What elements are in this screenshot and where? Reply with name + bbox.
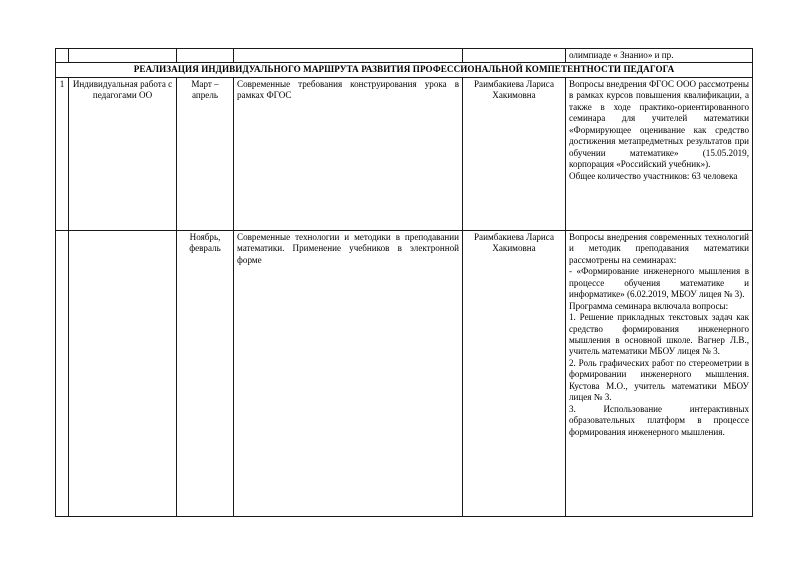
cell-result-continuation: олимпиаде « Знанио» и пр.: [566, 49, 753, 63]
cell-content: Современные технологии и методики в преподавании математики. Применение учебников в электронной форме: [234, 230, 463, 516]
professional-competence-table: [55, 48, 753, 517]
section-banner-title: РЕАЛИЗАЦИЯ ИНДИВИДУАЛЬНОГО МАРШРУТА РАЗВИТИЯ ПРОФЕССИОНАЛЬНОЙ КОМПЕТЕНТНОСТИ ПЕДАГОГА: [56, 63, 753, 77]
result-paragraph: 3. Использование интерактивных образовательных платформ в процессе формирования инженерного мышления.: [569, 403, 749, 437]
cell-date: Март – апрель: [177, 77, 234, 230]
cell-date-continuation: [177, 49, 234, 63]
cell-person: Раимбакиева Лариса Хакимовна: [463, 230, 566, 516]
cell-direction: Индивидуальная работа с педагогами ОО: [69, 77, 177, 230]
cell-result: [566, 230, 753, 516]
cell-date: Ноябрь, февраль: [177, 230, 234, 516]
cell-direction-continuation: [69, 49, 177, 63]
result-paragraph: Общее количество участников: 63 человека: [569, 170, 738, 181]
result-paragraph: 1. Решение прикладных текстовых задач как средство формирования инженерного мышления в основной школе. Вагнер Л.В., учитель математики МБОУ лицея № 3.: [569, 312, 749, 357]
table-row-section-banner: [56, 63, 753, 77]
result-paragraph: 2. Роль графических работ по стереометрии в формировании инженерного мышления. Кустова М.О., учитель математики МБОУ лицея № 3.: [569, 357, 749, 403]
result-paragraph: - «Формирование инженерного мышления в процессе обучения математике и информатике» (6.02.2019, МБОУ лицея № 3).: [569, 266, 749, 300]
table-row: [56, 230, 753, 516]
cell-result: [566, 77, 753, 230]
table-row: [56, 77, 753, 230]
result-paragraph: Вопросы внедрения ФГОС ООО рассмотрены в рамках курсов повышения квалификации, а также в ходе практико-ориентированного семинара для учителей математики «Формирующее оценивание как средство достижения метапредметных результатов при обучении математике» (15.05.2019, корпорация «Российский учебник»).: [569, 78, 749, 170]
table-row-continuation: [56, 49, 753, 63]
cell-num-continuation: [56, 49, 69, 63]
result-paragraph: Программа семинара включала вопросы:: [569, 300, 729, 311]
cell-person: Раимбакиева Лариса Хакимовна: [463, 77, 566, 230]
cell-person-continuation: [463, 49, 566, 63]
result-paragraph: Вопросы внедрения современных технологий и методик преподавания математики рассмотрены на семинарах:: [569, 231, 749, 265]
cell-num: [56, 230, 69, 516]
cell-num: 1: [56, 77, 69, 230]
cell-content-continuation: [234, 49, 463, 63]
cell-direction: [69, 230, 177, 516]
cell-content: Современные требования конструирования урока в рамках ФГОС: [234, 77, 463, 230]
